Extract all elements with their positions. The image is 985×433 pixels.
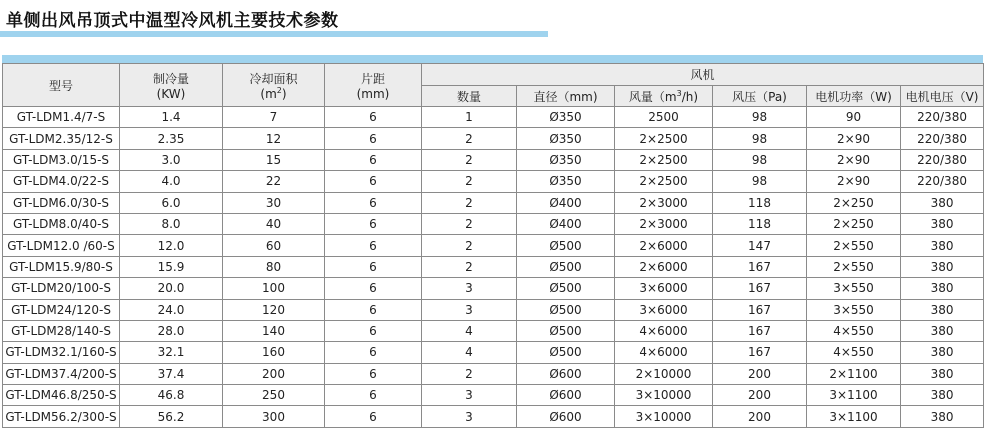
cell-power: 2×250	[807, 192, 901, 213]
cell-pressure: 98	[713, 128, 807, 149]
cell-area: 12	[223, 128, 325, 149]
cell-airflow: 2×3000	[615, 192, 713, 213]
cell-cooling: 28.0	[120, 320, 223, 341]
cell-pressure: 118	[713, 213, 807, 234]
cell-power: 3×1100	[807, 385, 901, 406]
cell-voltage: 380	[901, 299, 984, 320]
cell-model: GT-LDM32.1/160-S	[3, 342, 120, 363]
cell-diameter: Ø500	[517, 342, 615, 363]
cell-voltage: 380	[901, 320, 984, 341]
cell-pressure: 200	[713, 385, 807, 406]
cell-fin: 6	[325, 256, 422, 277]
cell-area: 200	[223, 363, 325, 384]
cell-diameter: Ø400	[517, 213, 615, 234]
cell-qty: 3	[422, 385, 517, 406]
cell-power: 2×250	[807, 213, 901, 234]
cell-cooling: 20.0	[120, 278, 223, 299]
cell-power: 3×550	[807, 278, 901, 299]
table-row	[3, 192, 984, 213]
cell-power: 90	[807, 107, 901, 128]
cell-pressure: 167	[713, 320, 807, 341]
cell-voltage: 380	[901, 385, 984, 406]
cell-airflow: 2×3000	[615, 213, 713, 234]
cell-qty: 4	[422, 342, 517, 363]
cell-airflow: 2×2500	[615, 149, 713, 170]
cell-voltage: 220/380	[901, 128, 984, 149]
cell-model: GT-LDM3.0/15-S	[3, 149, 120, 170]
cell-pressure: 118	[713, 192, 807, 213]
cell-area: 120	[223, 299, 325, 320]
cell-cooling: 3.0	[120, 149, 223, 170]
header-diameter: 直径（mm)	[517, 86, 615, 107]
cell-pressure: 200	[713, 363, 807, 384]
specs-table	[2, 63, 984, 428]
table-row	[3, 406, 984, 427]
cell-area: 100	[223, 278, 325, 299]
cell-power: 2×1100	[807, 363, 901, 384]
cell-fin: 6	[325, 320, 422, 341]
cell-pressure: 167	[713, 256, 807, 277]
cell-area: 250	[223, 385, 325, 406]
cell-voltage: 380	[901, 406, 984, 427]
cell-voltage: 220/380	[901, 171, 984, 192]
cell-model: GT-LDM56.2/300-S	[3, 406, 120, 427]
cell-airflow: 3×6000	[615, 278, 713, 299]
cell-qty: 2	[422, 128, 517, 149]
cell-diameter: Ø500	[517, 256, 615, 277]
cell-model: GT-LDM37.4/200-S	[3, 363, 120, 384]
cell-diameter: Ø350	[517, 107, 615, 128]
cell-model: GT-LDM8.0/40-S	[3, 213, 120, 234]
cell-pressure: 167	[713, 299, 807, 320]
cell-model: GT-LDM4.0/22-S	[3, 171, 120, 192]
cell-fin: 6	[325, 235, 422, 256]
cell-power: 2×550	[807, 256, 901, 277]
header-fan-label: 风机	[690, 68, 715, 82]
cell-voltage: 380	[901, 342, 984, 363]
table-row	[3, 256, 984, 277]
header-cooling-label: 制冷量	[152, 71, 189, 86]
cell-cooling: 8.0	[120, 213, 223, 234]
cell-area: 15	[223, 149, 325, 170]
cell-model: GT-LDM12.0 /60-S	[3, 235, 120, 256]
cell-model: GT-LDM6.0/30-S	[3, 192, 120, 213]
cell-fin: 6	[325, 278, 422, 299]
cell-airflow: 2×2500	[615, 171, 713, 192]
cell-qty: 2	[422, 192, 517, 213]
cell-fin: 6	[325, 171, 422, 192]
cell-power: 4×550	[807, 342, 901, 363]
cell-cooling: 32.1	[120, 342, 223, 363]
cell-airflow: 3×10000	[615, 406, 713, 427]
header-qty: 数量	[422, 86, 517, 107]
cell-area: 60	[223, 235, 325, 256]
cell-diameter: Ø350	[517, 171, 615, 192]
cell-model: GT-LDM20/100-S	[3, 278, 120, 299]
table-row	[3, 149, 984, 170]
cell-qty: 2	[422, 171, 517, 192]
cell-area: 160	[223, 342, 325, 363]
table-row	[3, 342, 984, 363]
cell-power: 3×1100	[807, 406, 901, 427]
cell-fin: 6	[325, 213, 422, 234]
cell-area: 7	[223, 107, 325, 128]
header-model-label: 型号	[48, 78, 73, 93]
cell-cooling: 6.0	[120, 192, 223, 213]
cell-qty: 4	[422, 320, 517, 341]
cell-voltage: 380	[901, 213, 984, 234]
cell-diameter: Ø600	[517, 406, 615, 427]
cell-diameter: Ø500	[517, 299, 615, 320]
cell-voltage: 380	[901, 363, 984, 384]
cell-cooling: 46.8	[120, 385, 223, 406]
cell-diameter: Ø350	[517, 149, 615, 170]
cell-model: GT-LDM28/140-S	[3, 320, 120, 341]
table-row	[3, 107, 984, 128]
cell-pressure: 167	[713, 342, 807, 363]
header-power: 电机功率（W)	[807, 86, 901, 107]
table-body	[3, 107, 984, 428]
cell-voltage: 380	[901, 256, 984, 277]
cell-pressure: 147	[713, 235, 807, 256]
cell-power: 3×550	[807, 299, 901, 320]
cell-area: 300	[223, 406, 325, 427]
cell-model: GT-LDM46.8/250-S	[3, 385, 120, 406]
cell-diameter: Ø600	[517, 385, 615, 406]
cell-airflow: 3×10000	[615, 385, 713, 406]
cell-qty: 2	[422, 363, 517, 384]
cell-qty: 3	[422, 278, 517, 299]
header-fan	[422, 64, 984, 86]
cell-diameter: Ø350	[517, 128, 615, 149]
cell-cooling: 12.0	[120, 235, 223, 256]
table-top-strip	[2, 55, 983, 63]
cell-airflow: 4×6000	[615, 342, 713, 363]
cell-pressure: 98	[713, 171, 807, 192]
cell-cooling: 1.4	[120, 107, 223, 128]
cell-voltage: 380	[901, 192, 984, 213]
cell-fin: 6	[325, 385, 422, 406]
cell-voltage: 220/380	[901, 149, 984, 170]
table-row	[3, 213, 984, 234]
cell-diameter: Ø500	[517, 235, 615, 256]
table-row	[3, 171, 984, 192]
header-cooling-unit: (KW)	[156, 86, 186, 101]
header-model	[3, 64, 120, 107]
cell-fin: 6	[325, 299, 422, 320]
cell-diameter: Ø600	[517, 363, 615, 384]
cell-power: 4×550	[807, 320, 901, 341]
cell-fin: 6	[325, 149, 422, 170]
cell-cooling: 15.9	[120, 256, 223, 277]
header-pressure: 风压（Pa)	[713, 86, 807, 107]
cell-cooling: 24.0	[120, 299, 223, 320]
cell-voltage: 220/380	[901, 107, 984, 128]
header-area	[223, 64, 325, 107]
table-row	[3, 299, 984, 320]
header-fin-unit: (mm)	[356, 86, 390, 101]
cell-model: GT-LDM1.4/7-S	[3, 107, 120, 128]
cell-cooling: 4.0	[120, 171, 223, 192]
cell-airflow: 2×6000	[615, 256, 713, 277]
cell-diameter: Ø500	[517, 320, 615, 341]
cell-area: 80	[223, 256, 325, 277]
cell-fin: 6	[325, 342, 422, 363]
cell-airflow: 2×10000	[615, 363, 713, 384]
cell-airflow: 2×2500	[615, 128, 713, 149]
cell-area: 22	[223, 171, 325, 192]
cell-qty: 1	[422, 107, 517, 128]
cell-airflow: 4×6000	[615, 320, 713, 341]
cell-qty: 2	[422, 213, 517, 234]
header-airflow: 风量$(m^3/h)$	[615, 86, 713, 107]
table-row	[3, 363, 984, 384]
cell-pressure: 98	[713, 107, 807, 128]
cell-airflow: 2500	[615, 107, 713, 128]
cell-power: 2×90	[807, 149, 901, 170]
cell-area: 40	[223, 213, 325, 234]
header-fin-label: 片距	[360, 71, 385, 86]
table-row	[3, 385, 984, 406]
header-fin	[325, 64, 422, 107]
header-area-unit: $(m^2)$	[260, 85, 287, 101]
cell-power: 2×90	[807, 171, 901, 192]
header-voltage: 电机电压（V)	[901, 86, 984, 107]
header-cooling	[120, 64, 223, 107]
table-row	[3, 128, 984, 149]
cell-airflow: 2×6000	[615, 235, 713, 256]
title-underline	[0, 31, 548, 37]
cell-fin: 6	[325, 192, 422, 213]
header-area-label: 冷却面积	[249, 71, 298, 86]
cell-cooling: 56.2	[120, 406, 223, 427]
cell-cooling: 2.35	[120, 128, 223, 149]
table-row	[3, 320, 984, 341]
cell-qty: 2	[422, 235, 517, 256]
cell-voltage: 380	[901, 278, 984, 299]
cell-qty: 2	[422, 256, 517, 277]
cell-voltage: 380	[901, 235, 984, 256]
cell-airflow: 3×6000	[615, 299, 713, 320]
cell-model: GT-LDM2.35/12-S	[3, 128, 120, 149]
cell-area: 30	[223, 192, 325, 213]
cell-qty: 3	[422, 299, 517, 320]
cell-area: 140	[223, 320, 325, 341]
table-row	[3, 278, 984, 299]
cell-model: GT-LDM24/120-S	[3, 299, 120, 320]
cell-cooling: 37.4	[120, 363, 223, 384]
cell-pressure: 167	[713, 278, 807, 299]
cell-fin: 6	[325, 406, 422, 427]
cell-pressure: 200	[713, 406, 807, 427]
cell-diameter: Ø400	[517, 192, 615, 213]
page-title: 单侧出风吊顶式中温型冷风机主要技术参数	[6, 11, 339, 31]
cell-qty: 3	[422, 406, 517, 427]
table-row	[3, 235, 984, 256]
cell-fin: 6	[325, 363, 422, 384]
cell-power: 2×90	[807, 128, 901, 149]
cell-diameter: Ø500	[517, 278, 615, 299]
cell-model: GT-LDM15.9/80-S	[3, 256, 120, 277]
cell-fin: 6	[325, 107, 422, 128]
cell-qty: 2	[422, 149, 517, 170]
cell-fin: 6	[325, 128, 422, 149]
cell-pressure: 98	[713, 149, 807, 170]
cell-power: 2×550	[807, 235, 901, 256]
